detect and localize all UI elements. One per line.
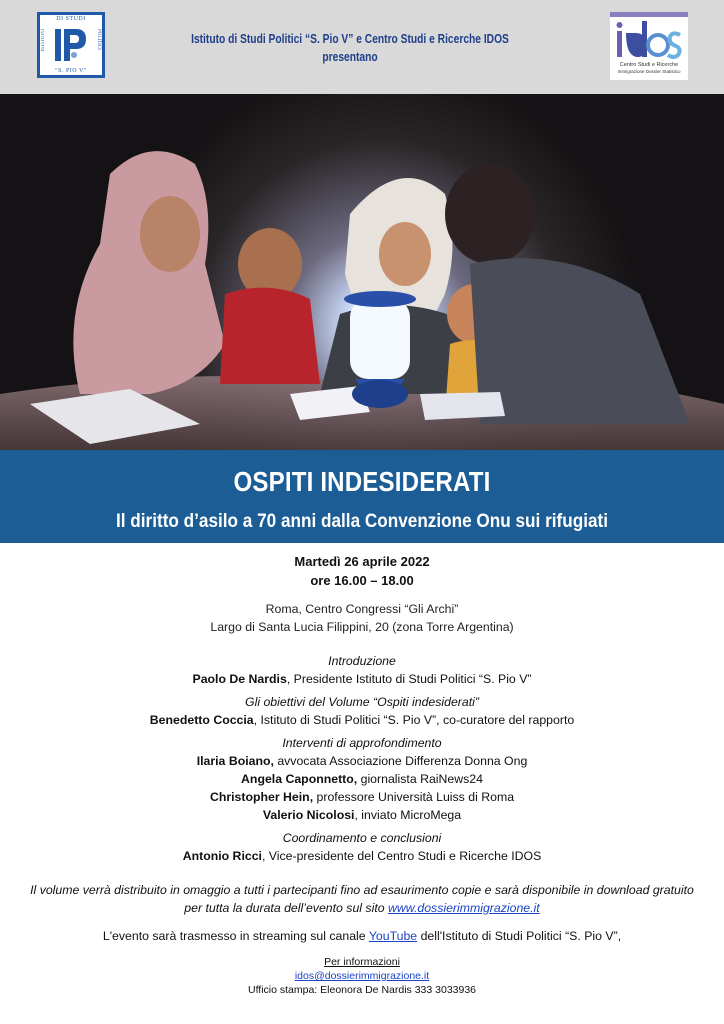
speaker-role: professore Università Luiss di Roma xyxy=(313,790,515,804)
distribution-note: Il volume verrà distribuito in omaggio a tutti i partecipanti fino ad esaurimento copie e sarà disponibile in download gratuito xyxy=(30,883,694,897)
speaker-name: Antonio Ricci xyxy=(182,849,262,863)
info-email-row xyxy=(0,969,724,983)
event-date: Martedì 26 aprile 2022 xyxy=(294,554,430,569)
speaker-role: giornalista RaiNews24 xyxy=(357,772,483,786)
idos-wordmark-icon xyxy=(614,19,684,59)
idos-logo-bar xyxy=(610,12,688,17)
speaker-name: Angela Caponnetto, xyxy=(241,772,358,786)
venue-name: Roma, Centro Congressi “Gli Archi” xyxy=(265,602,459,616)
talks-label: Interventi di approfondimento xyxy=(282,736,442,750)
event-subtitle: Il diritto d’asilo a 70 anni dalla Convenzione Onu sui rifugiati xyxy=(115,510,608,532)
talk-speaker xyxy=(0,788,724,806)
speaker-role: avvocata Associazione Differenza Donna Ong xyxy=(273,754,528,768)
coordination-speaker xyxy=(0,847,724,865)
distribution-text: per tutta la durata dell’evento sul sito xyxy=(184,901,388,915)
istituto-pio-v-logo xyxy=(37,12,105,78)
organizers-heading xyxy=(170,30,531,66)
header-band xyxy=(0,0,724,94)
intro-speaker xyxy=(0,670,724,688)
distribution-note-2 xyxy=(0,899,724,917)
speaker-name: Christopher Hein, xyxy=(209,790,314,804)
logo-ring-left: ISTITUTO xyxy=(41,29,46,52)
speaker-role: , Istituto di Studi Politici “S. Pio V”, co-curatore del rapporto xyxy=(253,713,575,727)
intro-label: Introduzione xyxy=(328,654,396,668)
idos-subtagline: Immigrazione Dossier Statistico xyxy=(617,69,681,74)
streaming-note xyxy=(0,927,724,945)
children-reading-lantern-photo xyxy=(0,94,724,450)
streaming-text: L'evento sarà trasmesso in streaming sul canale xyxy=(102,929,369,943)
logo-ring-top: DI STUDI xyxy=(56,16,86,22)
ip-monogram-icon xyxy=(52,27,90,63)
presentano-line: presentano xyxy=(322,50,378,64)
cover-photo xyxy=(0,94,724,450)
youtube-link[interactable]: YouTube xyxy=(368,929,418,943)
logo-ring-bottom: "S. PIO V" xyxy=(55,68,87,74)
speaker-name: Ilaria Boiano, xyxy=(196,754,274,768)
talk-speaker xyxy=(0,752,724,770)
objectives-speaker xyxy=(0,711,724,729)
speaker-name: Paolo De Nardis xyxy=(192,672,287,686)
venue-address: Largo di Santa Lucia Filippini, 20 (zona Torre Argentina) xyxy=(210,620,514,634)
speaker-role: , Vice-presidente del Centro Studi e Ricerche IDOS xyxy=(261,849,542,863)
title-band xyxy=(0,450,724,543)
speaker-role: , Presidente Istituto di Studi Politici “S. Pio V” xyxy=(286,672,532,686)
coordination-label: Coordinamento e conclusioni xyxy=(282,831,442,845)
event-details xyxy=(0,552,724,997)
idos-tagline: Centro Studi e Ricerche xyxy=(619,62,679,68)
organizers-line: Istituto di Studi Politici “S. Pio V” e Centro Studi e Ricerche IDOS xyxy=(191,32,509,46)
idos-logo xyxy=(610,12,688,80)
speaker-name: Benedetto Coccia xyxy=(149,713,254,727)
speaker-role: , inviato MicroMega xyxy=(354,808,462,822)
speaker-name: Valerio Nicolosi xyxy=(262,808,355,822)
contact-email-link[interactable]: idos@dossierimmigrazione.it xyxy=(294,970,430,982)
talk-speaker xyxy=(0,770,724,788)
dossier-website-link[interactable]: www.dossierimmigrazione.it xyxy=(388,901,540,915)
objectives-label: Gli obiettivi del Volume “Ospiti indesiderati” xyxy=(245,695,479,709)
event-title: OSPITI INDESIDERATI xyxy=(233,466,491,497)
event-time: ore 16.00 – 18.00 xyxy=(310,573,414,588)
press-office: Ufficio stampa: Eleonora De Nardis 333 3033936 xyxy=(247,984,477,996)
logo-ring-right: POLITICI xyxy=(96,29,101,50)
talk-speaker xyxy=(0,806,724,824)
streaming-text-end: dell'Istituto di Studi Politici “S. Pio V”, xyxy=(417,929,622,943)
info-label: Per informazioni xyxy=(324,956,400,968)
